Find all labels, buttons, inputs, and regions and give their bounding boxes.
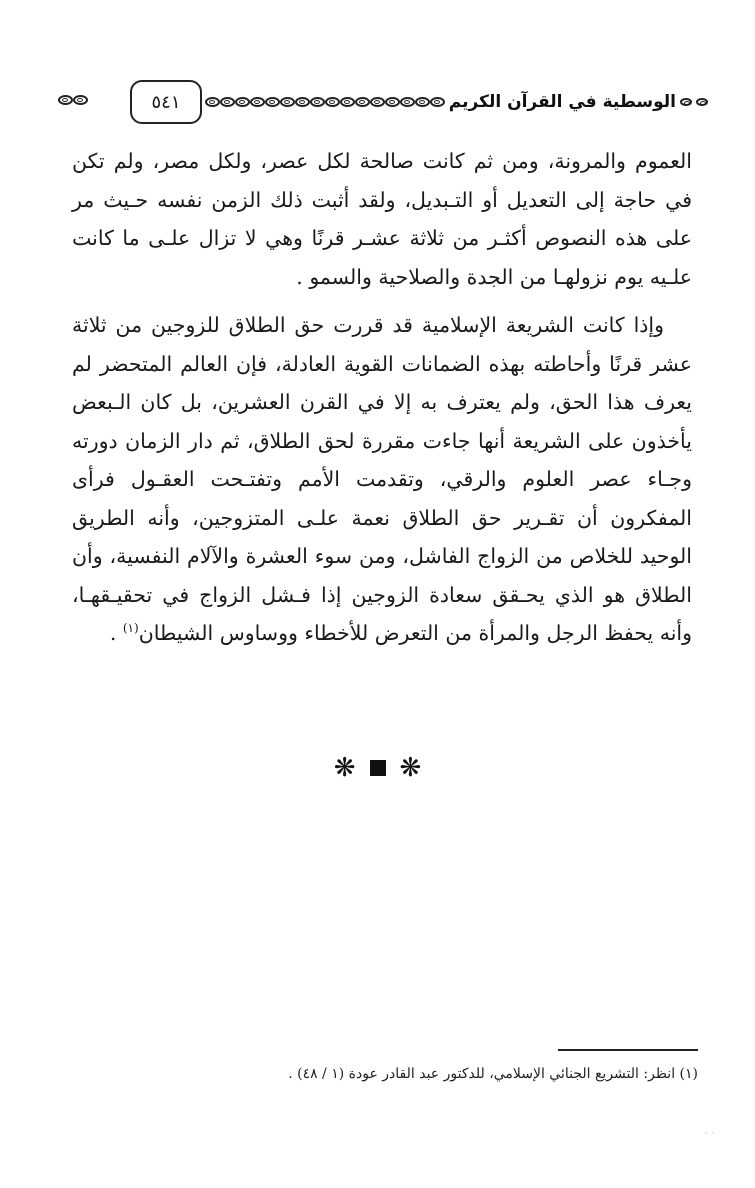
square-icon: [370, 760, 386, 776]
ornament-icon: [430, 97, 445, 107]
paragraph-2: [72, 306, 692, 653]
ornament-icon: [73, 95, 88, 105]
ornament-icon: [250, 97, 265, 107]
ornament-icon: [310, 97, 325, 107]
ornament-icon: [385, 97, 400, 107]
ornament-icon: [680, 98, 692, 106]
paragraph-1: العموم والمرونة، ومن ثم كانت صالحة لكل عصر، ولكل مصر، ولم تكن في حاجة إلى التعديل أو التـبديل، ولقد أثبت ذلك الزمن نفسه حـيث مر على هذه النصوص أكثـر من ثلاثة عشـر قرنًا وهي لا تزال علـى ما كانت علـيه يوم نزولهـا من الجدة والصلاحية والسمو .: [72, 149, 692, 289]
paragraph-2-text: وإذا كانت الشريعة الإسلامية قد قررت حق الطلاق للزوجين من ثلاثة عشر قرنًا وأحاطته بهذه الضمانات القوية العادلة، فإن العالم المتحضر لم يعرف هذا الحق، ولم يعترف به إلا في القرن العشرين، بل كان الـبعض يأخذون على الشريعة أنها جاءت مقررة لحق الطلاق، ثم دار الزمان دورته وجـاء عصر العلوم والرقي، وتقدمت الأمم وتفتـحت العقـول فرأى المفكرون أن تقـرير حق الطلاق نعمة علـى المتزوجين، وأنه الطريق الوحيد للخلاص من الزواج الفاشل، ومن سوء العشرة والآلام النفسية، وأن الطلاق هو الذي يحـقق سعادة الزوجين إذا فـشل الزواج في تحقيـقهـا، وأنه يحفظ الرجل والمرأة من التعرض للأخطاء ووساوس الشيطان: [72, 313, 692, 645]
ornament-icon: [295, 97, 310, 107]
ornament-icon: [400, 97, 415, 107]
page-header: [58, 80, 708, 128]
section-separator: [0, 755, 755, 781]
ornament-icon: [220, 97, 235, 107]
ornament-icon: [415, 97, 430, 107]
ornament-icon: [325, 97, 340, 107]
running-title: [205, 92, 708, 112]
ornament-icon: [280, 97, 295, 107]
ornament-icon: [696, 98, 708, 106]
page-number: ٥٤١: [130, 80, 202, 124]
paragraph-2-end: .: [109, 621, 123, 645]
scan-mark: ٠ ٠: [703, 1128, 715, 1137]
ornament-icon: [370, 97, 385, 107]
ornament-icon: [340, 97, 355, 107]
ornament-band: [205, 97, 445, 107]
running-title-text: الوسطية في القرآن الكريم: [448, 92, 676, 112]
asterism-icon: ❋: [399, 753, 422, 783]
ornament-icon: [235, 97, 250, 107]
ornament-icon: [355, 97, 370, 107]
ornament-icon: [205, 97, 220, 107]
ornament-icon: [58, 95, 73, 105]
footnote-divider: [558, 1049, 698, 1051]
ornament-band-left: [58, 95, 88, 105]
footnote-reference[interactable]: (١): [122, 621, 139, 636]
body-text: [72, 142, 692, 653]
asterism-icon: ❋: [333, 753, 356, 783]
ornament-icon: [265, 97, 280, 107]
footnote: (١) انظر: التشريع الجنائي الإسلامي، للدكتور عبد القادر عودة (١ / ٤٨) .: [288, 1066, 698, 1082]
